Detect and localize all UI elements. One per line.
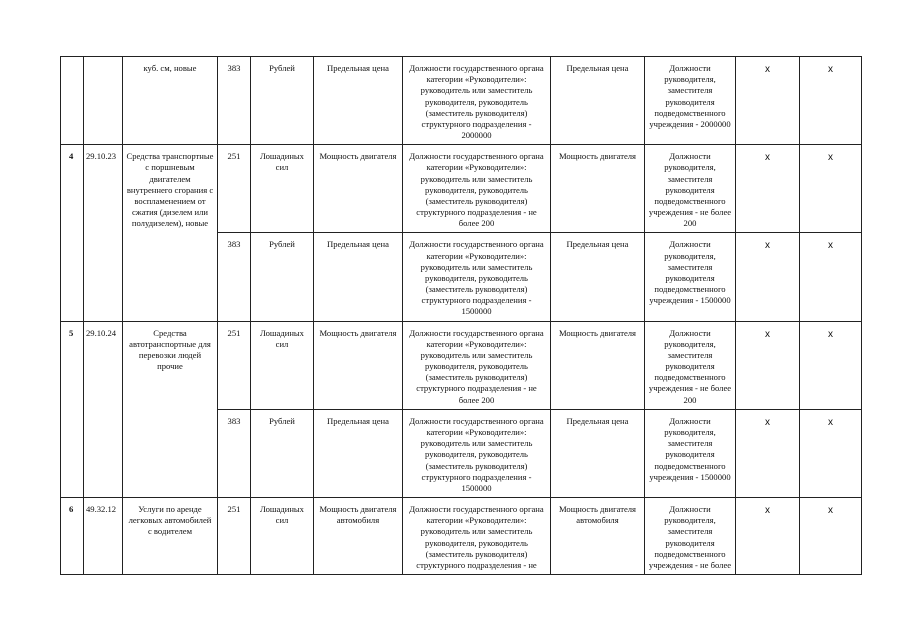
item-name-cell: куб. см, новые: [123, 57, 218, 145]
row-number-cell: 4: [61, 145, 84, 321]
value-heads-cell: Должности государственного органа категории «Руководители»: руководитель или заместитель руководителя, руководитель (заместитель руководителя) структурного подразделения - не более 200: [403, 145, 551, 233]
characteristic-cell: Предельная цена: [314, 57, 403, 145]
x-mark-cell: х: [800, 233, 862, 321]
x-mark-cell: х: [736, 321, 800, 409]
unit-code-cell: 383: [218, 409, 251, 497]
characteristic-2-cell: Предельная цена: [551, 233, 645, 321]
okpd-code-cell: 29.10.23: [84, 145, 123, 321]
value-heads-cell: Должности государственного органа категории «Руководители»: руководитель или заместитель руководителя, руководитель (заместитель руководителя) структурного подразделения - 2000000: [403, 57, 551, 145]
characteristic-2-cell: Мощность двигателя: [551, 145, 645, 233]
unit-name-cell: Лошадиных сил: [251, 321, 314, 409]
characteristic-2-cell: Предельная цена: [551, 409, 645, 497]
requirements-table: [60, 56, 862, 575]
value-subordinate-cell: Должности руководителя, заместителя руководителя подведомственного учреждения - не более: [645, 498, 736, 575]
x-mark-cell: х: [736, 233, 800, 321]
table-row: [61, 321, 862, 409]
unit-code-cell: 251: [218, 498, 251, 575]
value-heads-cell: Должности государственного органа категории «Руководители»: руководитель или заместитель руководителя, руководитель (заместитель руководителя) структурного подразделения - 1500000: [403, 409, 551, 497]
x-mark-cell: х: [800, 498, 862, 575]
x-mark-cell: х: [800, 57, 862, 145]
unit-name-cell: Рублей: [251, 233, 314, 321]
unit-name-cell: Рублей: [251, 409, 314, 497]
item-name-cell: Услуги по аренде легковых автомобилей с водителем: [123, 498, 218, 575]
table-row: [61, 57, 862, 145]
unit-code-cell: 251: [218, 145, 251, 233]
x-mark-cell: х: [736, 145, 800, 233]
characteristic-cell: Мощность двигателя автомобиля: [314, 498, 403, 575]
value-subordinate-cell: Должности руководителя, заместителя руководителя подведомственного учреждения - не более 200: [645, 145, 736, 233]
x-mark-cell: х: [800, 145, 862, 233]
value-subordinate-cell: Должности руководителя, заместителя руководителя подведомственного учреждения - 1500000: [645, 409, 736, 497]
table-body: [61, 57, 862, 575]
value-heads-cell: Должности государственного органа категории «Руководители»: руководитель или заместитель руководителя, руководитель (заместитель руководителя) структурного подразделения - 1500000: [403, 233, 551, 321]
characteristic-cell: Мощность двигателя: [314, 145, 403, 233]
value-subordinate-cell: Должности руководителя, заместителя руководителя подведомственного учреждения - 2000000: [645, 57, 736, 145]
characteristic-2-cell: Предельная цена: [551, 57, 645, 145]
x-mark-cell: х: [800, 409, 862, 497]
unit-name-cell: Рублей: [251, 57, 314, 145]
characteristic-2-cell: Мощность двигателя: [551, 321, 645, 409]
item-name-cell: Средства транспортные с поршневым двигателем внутреннего сгорания с воспламенением от сжатия (дизелем или полудизелем), новые: [123, 145, 218, 321]
characteristic-cell: Мощность двигателя: [314, 321, 403, 409]
row-number-cell: 6: [61, 498, 84, 575]
okpd-code-cell: 29.10.24: [84, 321, 123, 497]
unit-name-cell: Лошадиных сил: [251, 498, 314, 575]
okpd-code-cell: [84, 57, 123, 145]
x-mark-cell: х: [736, 498, 800, 575]
row-number-cell: [61, 57, 84, 145]
value-heads-cell: Должности государственного органа категории «Руководители»: руководитель или заместитель руководителя, руководитель (заместитель руководителя) структурного подразделения - не более 200: [403, 321, 551, 409]
table-row: [61, 498, 862, 575]
table-row: [61, 145, 862, 233]
x-mark-cell: х: [800, 321, 862, 409]
value-subordinate-cell: Должности руководителя, заместителя руководителя подведомственного учреждения - не более 200: [645, 321, 736, 409]
value-subordinate-cell: Должности руководителя, заместителя руководителя подведомственного учреждения - 1500000: [645, 233, 736, 321]
unit-code-cell: 383: [218, 233, 251, 321]
unit-code-cell: 383: [218, 57, 251, 145]
unit-code-cell: 251: [218, 321, 251, 409]
x-mark-cell: х: [736, 409, 800, 497]
value-heads-cell: Должности государственного органа категории «Руководители»: руководитель или заместитель руководителя, руководитель (заместитель руководителя) структурного подразделения - не: [403, 498, 551, 575]
row-number-cell: 5: [61, 321, 84, 497]
characteristic-cell: Предельная цена: [314, 409, 403, 497]
characteristic-2-cell: Мощность двигателя автомобиля: [551, 498, 645, 575]
unit-name-cell: Лошадиных сил: [251, 145, 314, 233]
x-mark-cell: х: [736, 57, 800, 145]
characteristic-cell: Предельная цена: [314, 233, 403, 321]
item-name-cell: Средства автотранспортные для перевозки людей прочие: [123, 321, 218, 497]
okpd-code-cell: 49.32.12: [84, 498, 123, 575]
